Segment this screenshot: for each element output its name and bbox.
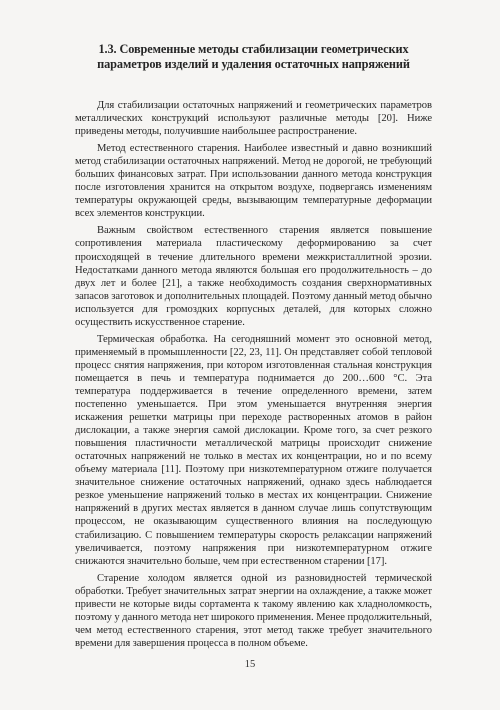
- paragraph-natural-aging-properties: Важным свойством естественного старения является повышение сопротивления материала пластическому деформированию за счет происходящей в течение длительного времени межкристаллитной эрозии. Недостатками данного метода являются большая его продолжительность – до двух лет и более [21], а также необходимость создания сверхнормативных запасов заготовок и дополнительных площадей. Поэтому данный метод обычно используется для громоздких корпусных деталей, для которых сложно осуществить искусственное старение.: [75, 225, 432, 328]
- paragraph-heat-treatment: Термическая обработка. На сегодняшний момент это основной метод, применяемый в промышленности [22, 23, 11]. Он представляет собой тепловой процесс снятия напряжения, при котором изготовленная стальная конструкция помещается в печь и температура поднимается до 200…600 °С. Эта температура поддерживается в течение определенного времени, затем постепенно уменьшается. При этом уменьшается внутренняя энергия искажения решетки матрицы при переходе растворенных атомов в район дислокации, а также энергия самой дислокации. Кроме того, за счет резкого повышения пластичности металлической матрицы происходит снижение остаточных напряжений не только в местах их концентрации, но и по всему объему материала [11]. Поэтому при низкотемпературном отжиге получается значительное снижение остаточных напряжений, однако здесь наблюдается резкое уменьшение напряжений только в местах их концентрации. Снижение напряжений в других местах является в данном случае лишь сопутствующим процессом, не оказывающим существенного влияния на последующую стабилизацию. С повышением температуры скорость релаксации напряжений увеличивается, поэтому напряжения при низкотемпературном отжиге снижаются значительно больше, чем при естественном старении [17].: [75, 333, 432, 567]
- body-text: [75, 99, 432, 650]
- paragraph-natural-aging: Метод естественного старения. Наиболее известный и давно возникший метод стабилизации остаточных напряжений. Метод не дорогой, не требующий больших финансовых затрат. При использовании данного метода конструкция после изготовления хранится на открытом воздухе, подвергаясь изменениям температуры окружающей среды, вызывающим температурные деформации всех элементов конструкции.: [75, 143, 432, 220]
- section-heading-line-2: параметров изделий и удаления остаточных напряжений: [97, 57, 410, 71]
- page-content: [75, 42, 432, 654]
- paragraph-methods-intro: Для стабилизации остаточных напряжений и геометрических параметров металлических конструкций используют различные методы [20]. Ниже приведены методы, получившие наибольшее распространение.: [75, 100, 432, 138]
- page-number: 15: [244, 659, 256, 670]
- paragraph-cold-aging: Старение холодом является одной из разновидностей термической обработки. Требует значительных затрат энергии на охлаждение, а также может привести не которые виды сортамента к такому явлению как хладноломкость, поэтому у данного метода нет широкого применения. Менее продолжительный, чем метод естественного старения, этот метод также требует значительного времени для завершения процесса в полном объеме.: [75, 572, 432, 649]
- section-heading: [75, 42, 432, 72]
- section-heading-line-1: 1.3. Современные методы стабилизации геометрических: [98, 42, 409, 56]
